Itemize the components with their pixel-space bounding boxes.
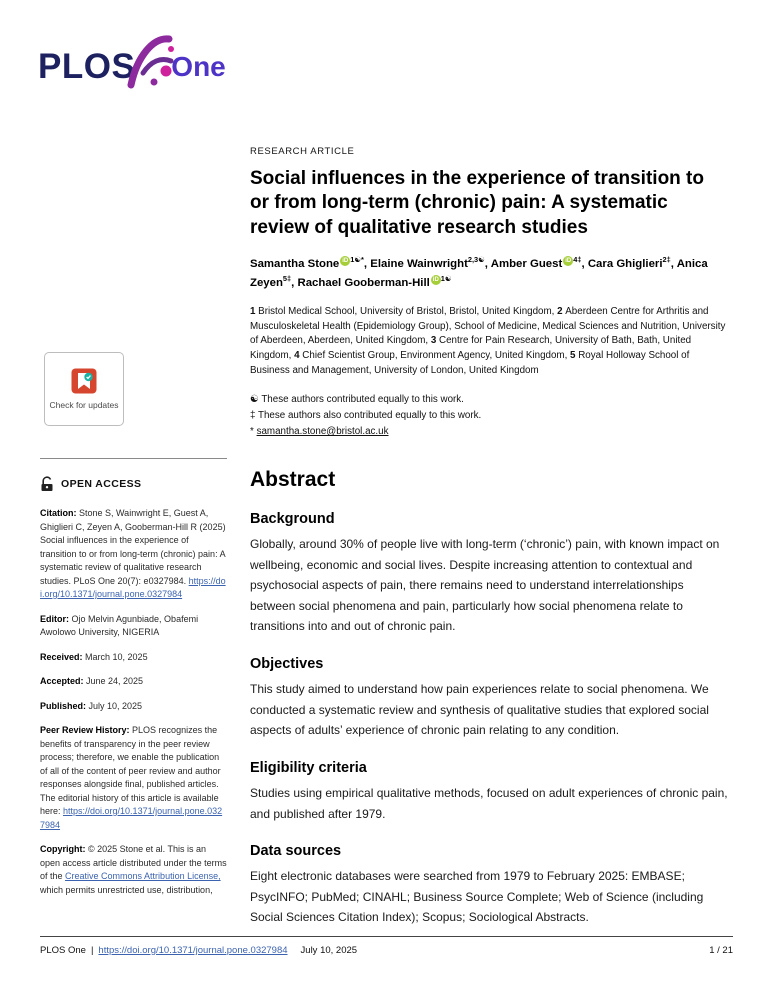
sidebar-entry-label: Peer Review History: <box>40 725 130 735</box>
sidebar-entry-label: Accepted: <box>40 676 84 686</box>
orcid-icon[interactable]: iD <box>342 257 349 264</box>
author-superscript: 1☯ <box>440 274 452 284</box>
equal-contribution-note: ☯ These authors contributed equally to this work. <box>250 394 464 406</box>
orcid-icon[interactable]: iD <box>565 257 572 264</box>
author-notes <box>250 392 728 440</box>
citation-link[interactable]: https://doi.org/10.1371/journal.pone.0327984 <box>40 575 226 599</box>
affiliation-number: 2 <box>557 305 563 317</box>
sidebar-divider <box>40 458 227 459</box>
author: Samantha Stone iD $^{1☯*}$ <box>250 254 364 270</box>
author: Rachael Gooberman-Hill iD $^{1☯}$ <box>297 274 452 290</box>
abstract-section-text: This study aimed to understand how pain experiences relate to social phenomena. We conducted a systematic review and synthesis of qualitative studies that explored social aspects of adults’ experience of chronic pain relating to any condition. <box>250 682 709 738</box>
affiliation-number: 5 <box>570 349 576 361</box>
abstract-body <box>250 511 728 928</box>
logo-one-text: One <box>171 51 226 82</box>
also-contribution-note: ‡ These authors also contributed equally to this work. <box>250 410 482 422</box>
plos-one-logo <box>38 30 226 104</box>
sidebar-metadata <box>40 507 227 897</box>
open-access-label: OPEN ACCESS <box>61 478 142 490</box>
page-number: 1 / 21 <box>709 945 733 956</box>
abstract-section-text: Eight electronic databases were searched from 1979 to February 2025: EMBASE; PsycINFO; PubMed; CINAHL; Business Source Complete; Web of Science (including Social Sciences Citation Index); Scopus; Sociological Abstracts. <box>250 869 704 925</box>
sidebar-entry-label: Citation: <box>40 508 77 518</box>
author-superscript: 4‡ <box>573 254 582 264</box>
footer-doi-link[interactable]: https://doi.org/10.1371/journal.pone.0327984 <box>98 945 288 956</box>
abstract-section-text: Studies using empirical qualitative methods, focused on adult experiences of chronic pain, and published after 1979. <box>250 785 728 821</box>
abstract-heading: Abstract <box>250 467 336 491</box>
page-footer <box>40 936 733 956</box>
sidebar-entry-peer-review-history: Peer Review History: PLOS recognizes the benefits of transparency in the peer review process; therefore, we enable the publication of all of the content of peer review and author responses alongside final, published articles. The editorial history of this article is available here: https://doi.org/10.1371/journal.pone.0327984 <box>40 725 223 830</box>
peer-review-history-link[interactable]: https://doi.org/10.1371/journal.pone.0327984 <box>40 806 223 830</box>
author-superscript: 5‡ <box>282 274 292 284</box>
sidebar-entry-label: Copyright: <box>40 844 86 854</box>
sidebar-entry-accepted: Accepted: June 24, 2025 <box>40 676 144 686</box>
sidebar-entry-citation: Citation: Stone S, Wainwright E, Guest A, Ghiglieri C, Zeyen A, Gooberman-Hill R (2025) Social influences in the experience of transition to or from long-term (chronic) pain: A systematic review of qualitative research studies. PLoS One 20(7): e0327984. https://doi.org/10.1371/journal.pone.0327984 <box>40 508 226 599</box>
sidebar-entry-label: Received: <box>40 651 83 662</box>
orcid-icon[interactable]: iD <box>432 277 439 284</box>
corresponding-author-note <box>250 424 728 440</box>
sidebar <box>40 352 227 908</box>
sidebar-entry-received: Received: March 10, 2025 <box>40 651 148 662</box>
author: Cara Ghiglieri$^{2\ddagger}$ <box>587 254 671 270</box>
sidebar-entry-copyright: Copyright: © 2025 Stone et al. This is an open access article distributed under the terms of the Creative Commons Attribution License, which permits unrestricted use, distribution, <box>40 844 227 895</box>
footer-separator: | <box>90 945 94 956</box>
logo-plos-text: PLOS <box>38 47 136 86</box>
footer-divider <box>40 936 733 937</box>
abstract-section-heading: Data sources <box>250 843 342 860</box>
copyright-link[interactable]: Creative Commons Attribution License, <box>65 871 221 881</box>
abstract-section-heading: Objectives <box>250 656 324 673</box>
email-marker: * <box>250 426 254 438</box>
footer-date: July 10, 2025 <box>300 945 358 956</box>
sidebar-entry-label: Editor: <box>40 613 69 624</box>
open-access-row <box>40 476 227 492</box>
article-column <box>250 146 728 928</box>
affiliation-number: 1 <box>250 305 256 317</box>
check-for-updates-badge[interactable] <box>44 352 124 426</box>
article-type-label: RESEARCH ARTICLE <box>250 146 355 157</box>
crossmark-icon <box>71 368 97 394</box>
affiliations: 1 Bristol Medical School, University of Bristol, Bristol, United Kingdom, 2 Aberdeen Centre for Arthritis and Musculoskeletal Health (Epidemiology Group), School of Medicine, Medical Sciences and Nutrition, University of Aberdeen, Aberdeen, United Kingdom, 3 Centre for Pain Research, University of Bath, Bath, United Kingdom, 4 Chief Scientist Group, Environment Agency, United Kingdom, 5 Royal Holloway School of Business and Management, University of London, United Kingdom <box>250 305 726 376</box>
open-access-lock-icon <box>40 476 54 492</box>
corresponding-email-link[interactable]: samantha.stone@bristol.ac.uk <box>256 426 389 438</box>
author: Anica Zeyen$^{5\ddagger}$ <box>250 257 708 290</box>
sidebar-entry-label: Published: <box>40 700 87 711</box>
check-for-updates-label: Check for updates <box>49 400 119 410</box>
author: Elaine Wainwright$^{2,3☯}$ <box>370 254 485 270</box>
sidebar-entry-published: Published: July 10, 2025 <box>40 700 143 711</box>
abstract-section-text: Globally, around 30% of people live with long-term (‘chronic’) pain, with known impact on wellbeing, economic and social lives. Despite increasing attention to contextual and psychosocial aspects of pain, there remains need to understand interrelationships between social phenomena and pain, particularly how social phenomena relate to transitions into and out of chronic pain. <box>250 536 720 634</box>
author: Amber Guest iD $^{4\ddagger}$ <box>490 254 582 270</box>
logo-splash-icon <box>123 25 175 93</box>
author-list: Samantha Stone iD $^{1☯*}$, Elaine Wainwright$^{2,3☯}$, Amber Guest iD $^{4\ddagger}$, Cara Ghiglieri$^{2\ddagger}$, Anica Zeyen$^{5\ddagger}$, Rachael Gooberman-Hill iD $^{1☯}$ <box>250 254 708 290</box>
abstract-section-heading: Background <box>250 510 335 527</box>
author-superscript: 2‡ <box>662 254 671 264</box>
affiliation-number: 4 <box>294 349 300 361</box>
abstract-section-heading: Eligibility criteria <box>250 759 367 776</box>
affiliation-number: 3 <box>430 335 437 347</box>
footer-journal-name: PLOS One <box>40 945 86 956</box>
author-superscript: 1☯* <box>350 254 364 264</box>
author-superscript: 2,3☯ <box>467 254 485 264</box>
footer-row <box>40 945 733 956</box>
article-title: Social influences in the experience of transition to or from long-term (chronic) pain: A systematic review of qualitative research studies <box>250 168 704 238</box>
sidebar-entry-editor: Editor: Ojo Melvin Agunbiade, Obafemi Awolowo University, NIGERIA <box>40 613 199 637</box>
